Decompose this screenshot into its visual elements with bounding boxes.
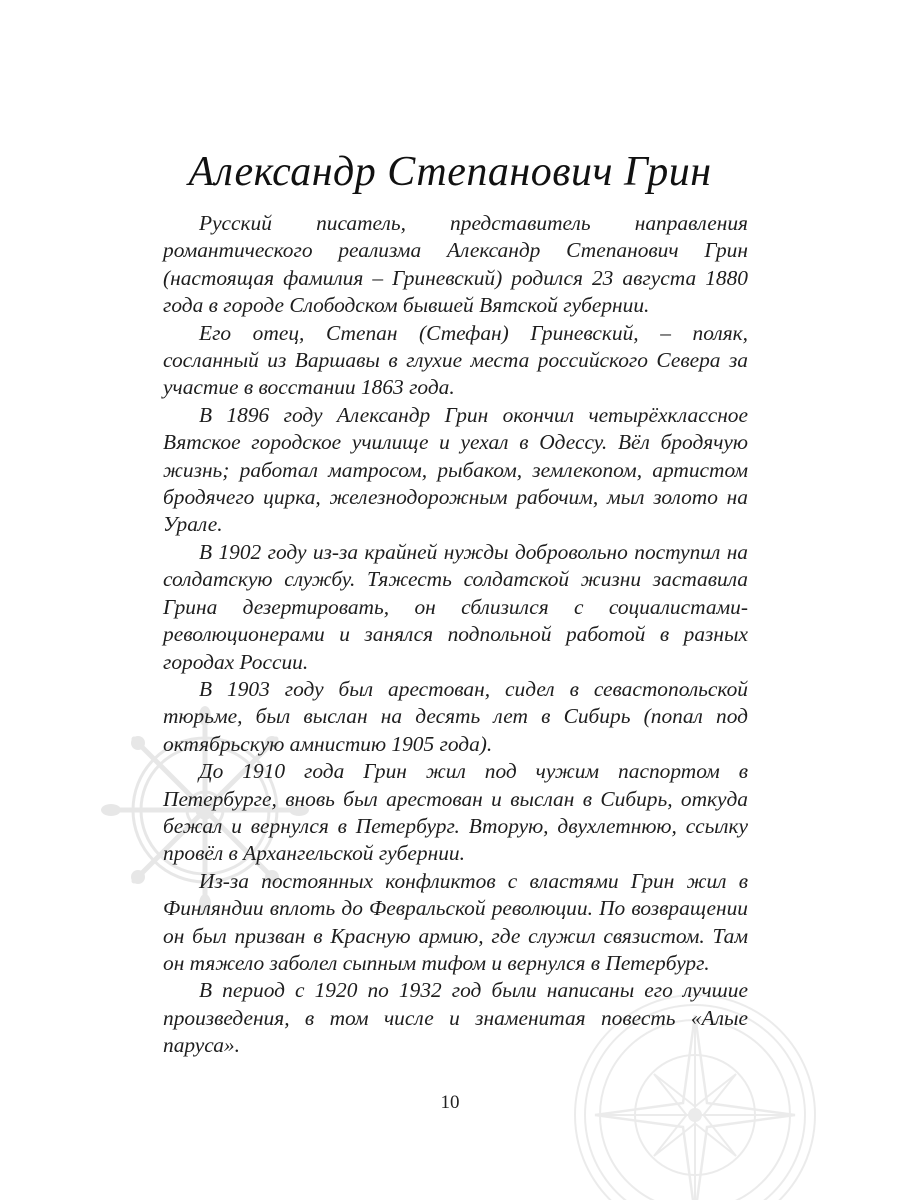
page-title: Александр Степанович Грин [188,149,712,195]
paragraph: До 1910 года Грин жил под чужим паспортом в Петербурге, вновь был арестован и выслан в Сибирь, откуда бежал и вернулся в Петербург. Вторую, двухлетнюю, ссылку провёл в Архангельской губернии. [163,759,748,866]
paragraph: Его отец, Степан (Стефан) Гриневский, – поляк, сосланный из Варшавы в глухие места российского Севера за участие в восстании 1863 года. [163,320,748,400]
page-number: 10 [440,1092,460,1113]
body-text [163,210,748,1060]
paragraph: Русский писатель, представитель направления романтического реализма Александр Степанович Грин (настоящая фамилия – Гриневский) родился 23 августа 1880 года в городе Слободском бывшей Вятской губернии. [163,211,748,318]
paragraph: В 1903 году был арестован, сидел в севастопольской тюрьме, был выслан на десять лет в Сибирь (попал под октябрьскую амнистию 1905 года). [163,676,748,756]
paragraph: Из-за постоянных конфликтов с властями Грин жил в Финляндии вплоть до Февральской революции. По возвращении он был призван в Красную армию, где служил связистом. Там он тяжело заболел сыпным тифом и вернулся в Петербург. [163,868,748,975]
paragraph: В 1902 году из-за крайней нужды добровольно поступил на солдатскую службу. Тяжесть солдатской жизни заставила Грина дезертировать, он сблизился с социалистами-революционерами и занялся подпольной работой в разных городах России. [163,539,748,674]
paragraph: В 1896 году Александр Грин окончил четырёхклассное Вятское городское училище и уехал в Одессу. Вёл бродячую жизнь; работал матросом, рыбаком, землекопом, артистом бродячего цирка, железнодорожным рабочим, мыл золото на Урале. [163,402,748,537]
paragraph: В период с 1920 по 1932 год были написаны его лучшие произведения, в том числе и знаменитая повесть «Алые паруса». [163,978,748,1058]
